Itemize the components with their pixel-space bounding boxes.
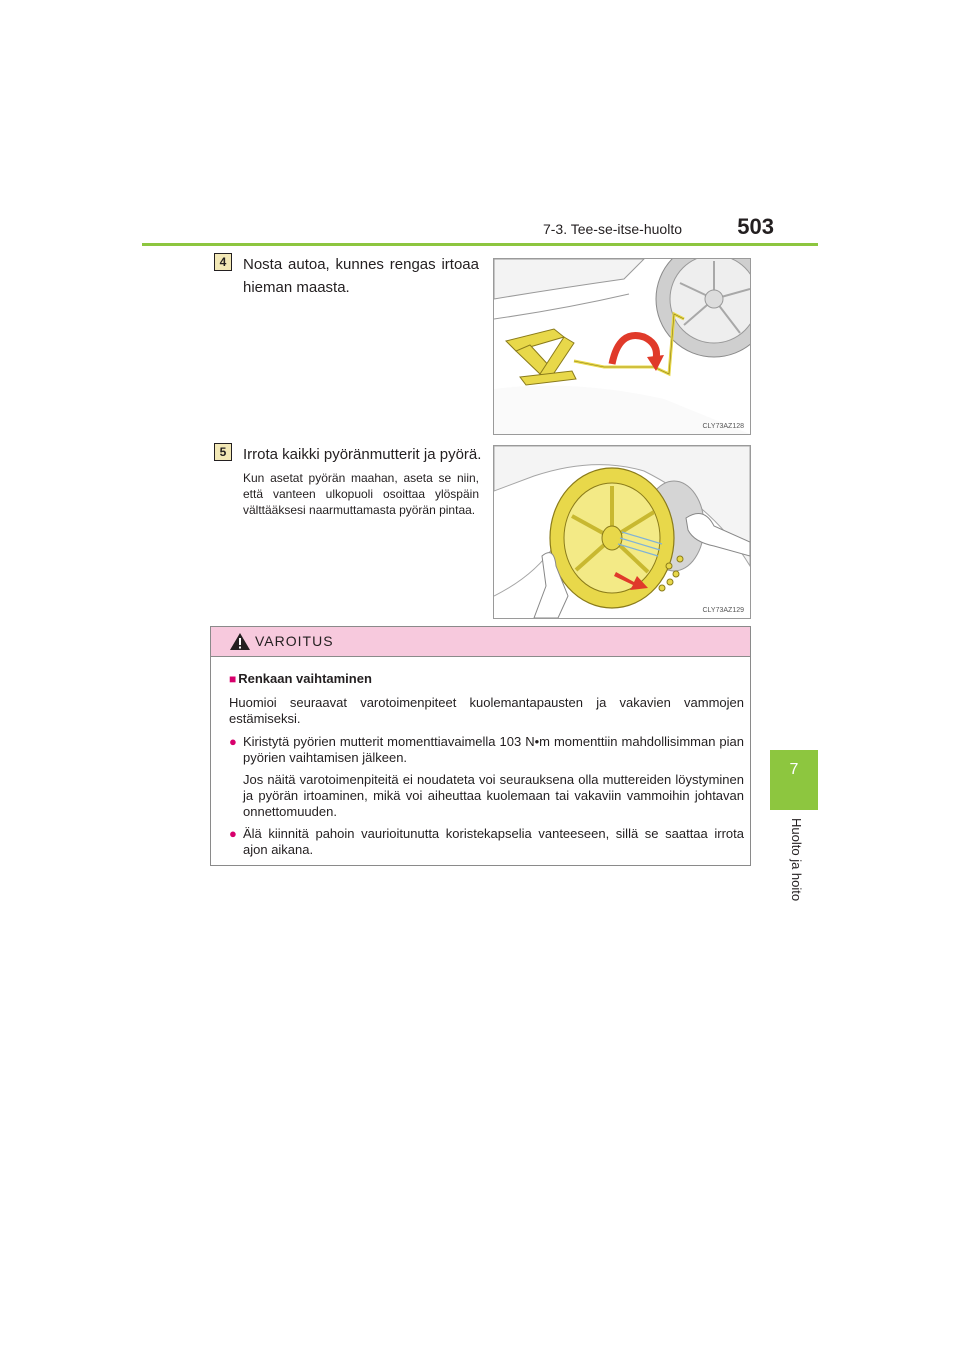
wheel-illustration [494,446,750,618]
section-title: 7-3. Tee-se-itse-huolto [542,221,682,237]
warning-intro: Huomioi seuraavat varotoimenpiteet kuolemantapausten ja vakavien vammojen estämiseksi. [229,695,744,726]
warning-subheading: ■ Renkaan vaihtaminen [229,671,372,686]
chapter-number: 7 [789,761,799,778]
figure-code: CLY73AZ129 [702,607,744,614]
figure-raise-jack [493,258,751,435]
warning-box [210,626,751,866]
step-number-5: 5 [214,443,232,461]
jack-illustration [494,259,750,434]
square-bullet-icon: ■ [229,672,237,686]
warning-header [211,627,750,657]
step-4-text: Nosta autoa, kunnes rengas irtoaa hieman maasta. [243,256,479,296]
warning-body [229,671,744,864]
chapter-title: Huolto ja hoito [789,818,804,902]
warning-item: ● Kiristytä pyörien mutterit momenttiavaimella 103 N•m momenttiin mahdollisimman pian pyörien vaihtamisen jälkeen. [229,734,744,765]
warning-item-continuation: Jos näitä varotoimenpiteitä ei noudateta voi seurauksena olla muttereiden löystyminen ja pyörän irtoaminen, mikä voi aiheuttaa kuolemaan tai vakaviin vammoihin johtavan onnettomuuden. [243,772,744,819]
warning-triangle-icon [229,632,251,651]
step-5-note: Kun asetat pyörän maahan, aseta se niin, että vanteen ulkopuoli osoittaa ylöspäin välttääksesi naarmuttamasta pyörän pintaa. [243,471,479,517]
header-rule [142,243,818,246]
page-number: 503 [737,214,774,239]
figure-code: CLY73AZ128 [702,423,744,430]
round-bullet-icon: ● [229,734,237,749]
figure-remove-wheel [493,445,751,619]
round-bullet-icon: ● [229,826,237,841]
step-5-text: Irrota kaikki pyöränmutterit ja pyörä. [243,446,482,463]
warning-item: ● Älä kiinnitä pahoin vaurioitunutta koristekapselia vanteeseen, sillä se saattaa irrota ajon aikana. [229,826,744,857]
warning-title: VAROITUS [255,633,334,649]
step-number-4: 4 [214,253,232,271]
chapter-tab[interactable] [770,750,818,810]
